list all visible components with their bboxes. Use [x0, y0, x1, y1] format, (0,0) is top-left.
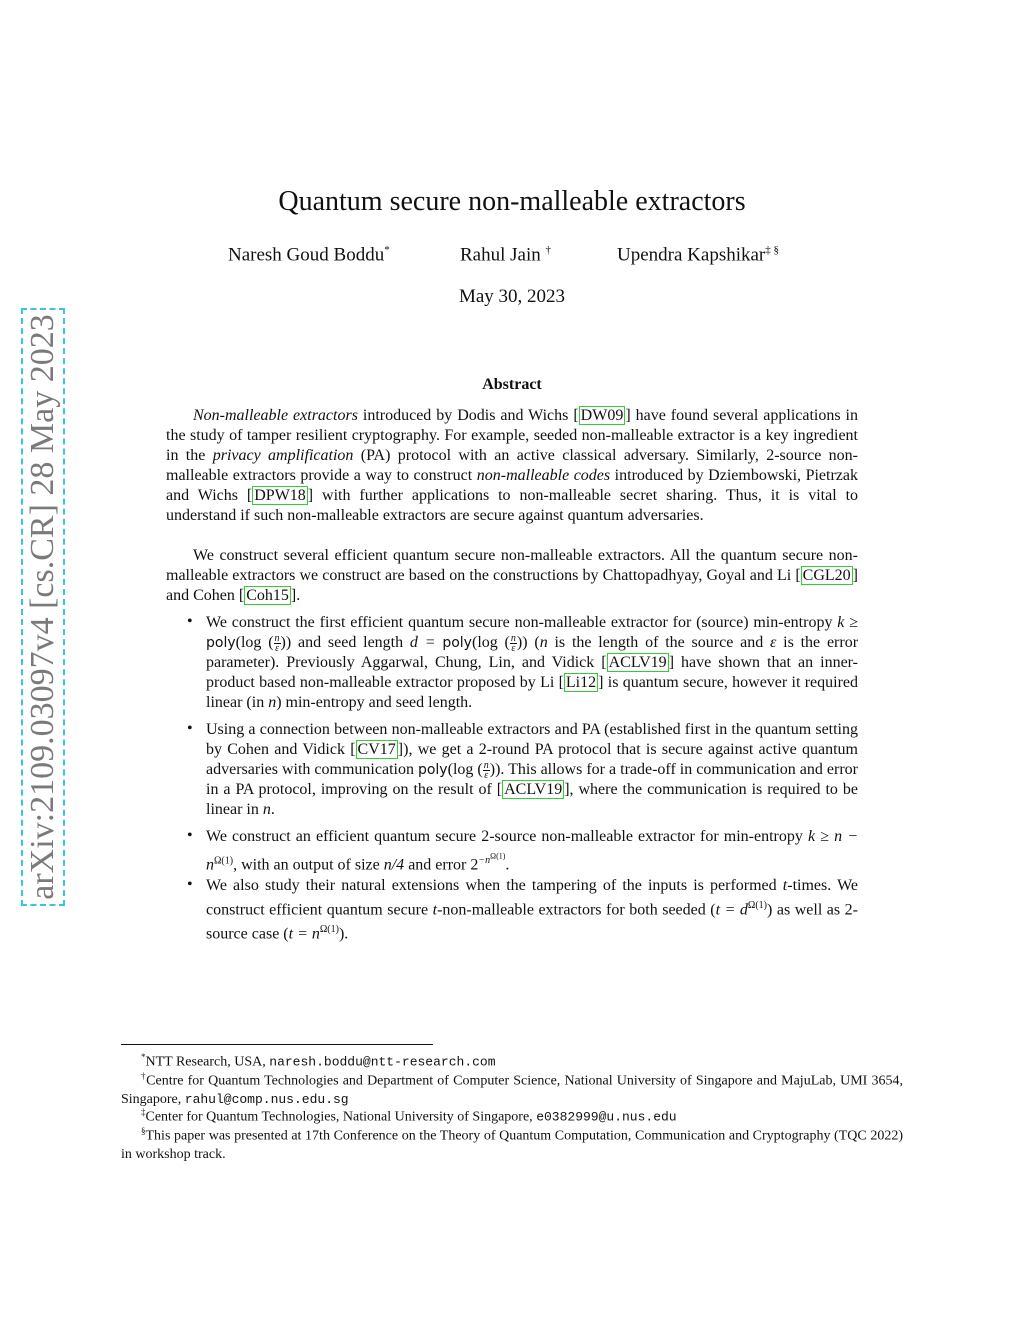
citation-link[interactable]: DW09: [580, 407, 624, 424]
text: ).: [338, 925, 349, 943]
footnote-text: NTT Research, USA,: [145, 1054, 270, 1070]
author-3: [617, 244, 779, 266]
text: and seed length: [291, 634, 410, 651]
text: ) as well as 2-source case (: [206, 901, 858, 943]
math: n: [539, 634, 548, 651]
bullet-item-3: [206, 827, 858, 876]
math: k ≥: [837, 614, 858, 631]
math: n: [262, 801, 271, 818]
numerator: n: [510, 632, 516, 644]
denominator: ε: [484, 769, 489, 781]
math-superscript: Ω(1): [490, 852, 506, 861]
citation-link[interactable]: Coh15: [246, 587, 289, 604]
text: We construct the first efficient quantum secure non-malleable extractor for (source) min-entropy: [206, 614, 838, 631]
text: is quantum secure, however it required linear (in: [206, 674, 858, 711]
citation-link[interactable]: CV17: [357, 741, 396, 758]
math-superscript: −n: [478, 855, 491, 867]
text: . This allows for a trade-off in communication and error in a PA protocol, improving on the result of: [206, 761, 859, 798]
paper-date: May 30, 2023: [458, 286, 566, 307]
math: t: [782, 877, 788, 894]
math: n/4: [383, 856, 405, 874]
text: introduced by Dziembowski, Pietrzak and Wichs: [166, 467, 858, 504]
math: t = d: [715, 901, 748, 919]
text: is the error parameter). Previously Aggarwal, Chung, Lin, and Vidick: [206, 634, 859, 671]
math: t: [432, 901, 438, 919]
text: We also study their natural extensions when the tampering of the inputs is performed: [206, 877, 783, 894]
author-mark: *: [384, 244, 390, 256]
term: non-malleable codes: [476, 467, 611, 484]
text: and error: [404, 856, 471, 874]
bullet-item-1: We construct the first efficient quantum secure non-malleable extractor for (source) min-entropy k ≥ poly(log ( $\frac{n}{\varepsilon}$ )) and seed length d = poly(log ( $\frac{n}{\varepsilon}$ )) (n is the length of the source and ε is the error parameter). Previously Aggarwal, Chung, Lin, and Vidick [ ACLV19 ] have shown that an inner-product based non-malleable extractor proposed by Li [ Li12 ] is quantum secure, however it required linear (in n) min-entropy and seed length.: [206, 614, 859, 711]
text: and Cohen: [166, 587, 239, 604]
text: ), we get a 2-round PA protocol that is secure against active quantum adversaries with communication: [206, 741, 858, 778]
text: have found several applications in the study of tamper resilient cryptography. For example, seeded non-malleable extractor is a key ingredient in the: [166, 407, 858, 464]
citation-link[interactable]: DPW18: [254, 487, 306, 504]
math-superscript: Ω(1): [747, 900, 768, 911]
email-link[interactable]: rahul@comp.nus.edu.sg: [184, 1091, 349, 1107]
bullet-icon: •: [187, 827, 193, 844]
arxiv-stamp: [21, 308, 65, 906]
fraction: [510, 634, 517, 653]
author-mark: †: [545, 244, 551, 256]
footnote-4: [121, 1122, 903, 1164]
math: t = n: [288, 925, 320, 943]
abstract-paragraph-2: We construct several efficient quantum secure non-malleable extractors. All the quantum secure non-malleable extractors we construct are based on the constructions by Chattopadhyay, Goyal and Li [ CGL20 ] and Cohen [ Coh15 ].: [166, 547, 858, 604]
text: .: [270, 801, 275, 818]
author-name: Naresh Goud Boddu: [228, 244, 385, 266]
math: d =: [409, 634, 436, 651]
text: We construct an efficient quantum secure 2-source non-malleable extractor for min-entropy: [206, 828, 808, 845]
bullet-item-4: [206, 876, 858, 945]
text: , where the communication is required to be linear in: [206, 781, 858, 818]
term: privacy amplification: [212, 447, 354, 464]
numerator: n: [483, 759, 489, 771]
bullet-icon: •: [187, 876, 193, 893]
term: Non-malleable extractors: [193, 407, 358, 424]
citation-link[interactable]: Li12: [565, 674, 597, 691]
text: with further applications to non-malleable secret sharing. Thus, it is vital to understand if such non-malleable extractors are secure against quantum adversaries.: [166, 487, 859, 524]
text: We construct several efficient quantum secure non-malleable extractors. All the quantum secure non-malleable extractors we construct are based on the constructions by Chattopadhyay, Goyal and Li: [166, 547, 858, 584]
footnote-text: This paper was presented at 17th Conference on the Theory of Quantum Computation, Communication and Cryptography (TQC 2022) in workshop track.: [121, 1128, 903, 1162]
bullet-icon: •: [187, 720, 193, 737]
arxiv-identifier: arXiv:2109.03097v4 [cs.CR] 28 May 2023: [24, 314, 61, 900]
text: introduced by Dodis and Wichs: [357, 407, 574, 424]
text: .: [505, 856, 510, 874]
citation-link[interactable]: ACLV19: [608, 654, 667, 671]
footnote-mark: †: [141, 1071, 147, 1081]
math: n: [268, 694, 277, 711]
text: (PA) protocol with an active classical adversary. Similarly, 2-source non-malleable extractors provide a way to construct: [166, 447, 858, 484]
math: k ≥ n − n: [206, 828, 859, 874]
text: .: [296, 587, 301, 604]
paper-title: Quantum secure non-malleable extractors: [278, 186, 746, 217]
math-superscript: Ω(1): [214, 855, 234, 867]
text: ) min-entropy and seed length.: [276, 694, 473, 711]
footnote-text: Center for Quantum Technologies, National University of Singapore,: [145, 1109, 537, 1125]
citation-link[interactable]: CGL20: [802, 567, 851, 584]
abstract-paragraph-1: Non-malleable extractors introduced by Dodis and Wichs [ DW09 ] have found several applications in the study of tamper resilient cryptography. For example, seeded non-malleable extractor is a key ingredient in the privacy amplification (PA) protocol with an active classical adversary. Similarly, 2-source non-malleable extractors provide a way to construct non-malleable codes introduced by Dziembowski, Pietrzak and Wichs [ DPW18 ] with further applications to non-malleable secret sharing. Thus, it is vital to understand if such non-malleable extractors are secure against quantum adversaries.: [166, 407, 859, 524]
fraction: [483, 761, 490, 780]
text: (: [527, 634, 540, 651]
footnote-divider: [121, 1044, 433, 1045]
bullet-item-2: Using a connection between non-malleable extractors and PA (established first in the quantum setting by Cohen and Vidick [ CV17 ]), we get a 2-round PA protocol that is secure against active quantum adversaries with communication poly(log ( $\frac{n}{\varepsilon}$ )). This allows for a trade-off in communication and error in a PA protocol, improving on the result of [ ACLV19 ], where the communication is required to be linear in n.: [206, 721, 859, 818]
footnote-mark: §: [141, 1126, 146, 1136]
author-name: Upendra Kapshikar: [617, 244, 766, 266]
math-poly: poly: [442, 635, 472, 651]
citation-link[interactable]: ACLV19: [504, 781, 563, 798]
footnote-mark: *: [141, 1052, 146, 1062]
footnote-mark: ‡: [141, 1107, 146, 1117]
text: , with an output of size: [233, 856, 384, 874]
denominator: ε: [275, 642, 280, 654]
author-name: Rahul Jain: [460, 244, 541, 266]
fraction: [274, 634, 281, 653]
math-poly: poly: [417, 762, 448, 778]
bullet-icon: •: [187, 613, 193, 630]
abstract-heading: Abstract: [482, 376, 542, 393]
text: Using a connection between non-malleable extractors and PA (established first in the quantum setting by Cohen and Vidick: [206, 721, 858, 758]
math: 2: [470, 856, 479, 874]
text: have shown that an inner-product based non-malleable extractor proposed by Li: [206, 654, 859, 691]
footnote-text: Centre for Quantum Technologies and Department of Computer Science, National University of Singapore and MajuLab, UMI 3654, Singapore,: [121, 1073, 903, 1107]
text: -non-malleable extractors for both seeded (: [437, 901, 716, 919]
math-poly: poly: [206, 635, 236, 651]
numerator: n: [274, 632, 280, 644]
author-mark: ‡ §: [765, 244, 780, 256]
denominator: ε: [511, 642, 516, 654]
text: is the length of the source and: [547, 634, 771, 651]
author-2: [460, 244, 551, 266]
math-superscript: Ω(1): [319, 924, 339, 936]
math: ε: [770, 634, 777, 651]
email-link[interactable]: naresh.boddu@ntt-research.com: [269, 1054, 496, 1070]
email-link[interactable]: e0382999@u.nus.edu: [536, 1109, 677, 1125]
author-1: [228, 244, 390, 266]
text: -times. We construct efficient quantum secure: [206, 877, 859, 919]
